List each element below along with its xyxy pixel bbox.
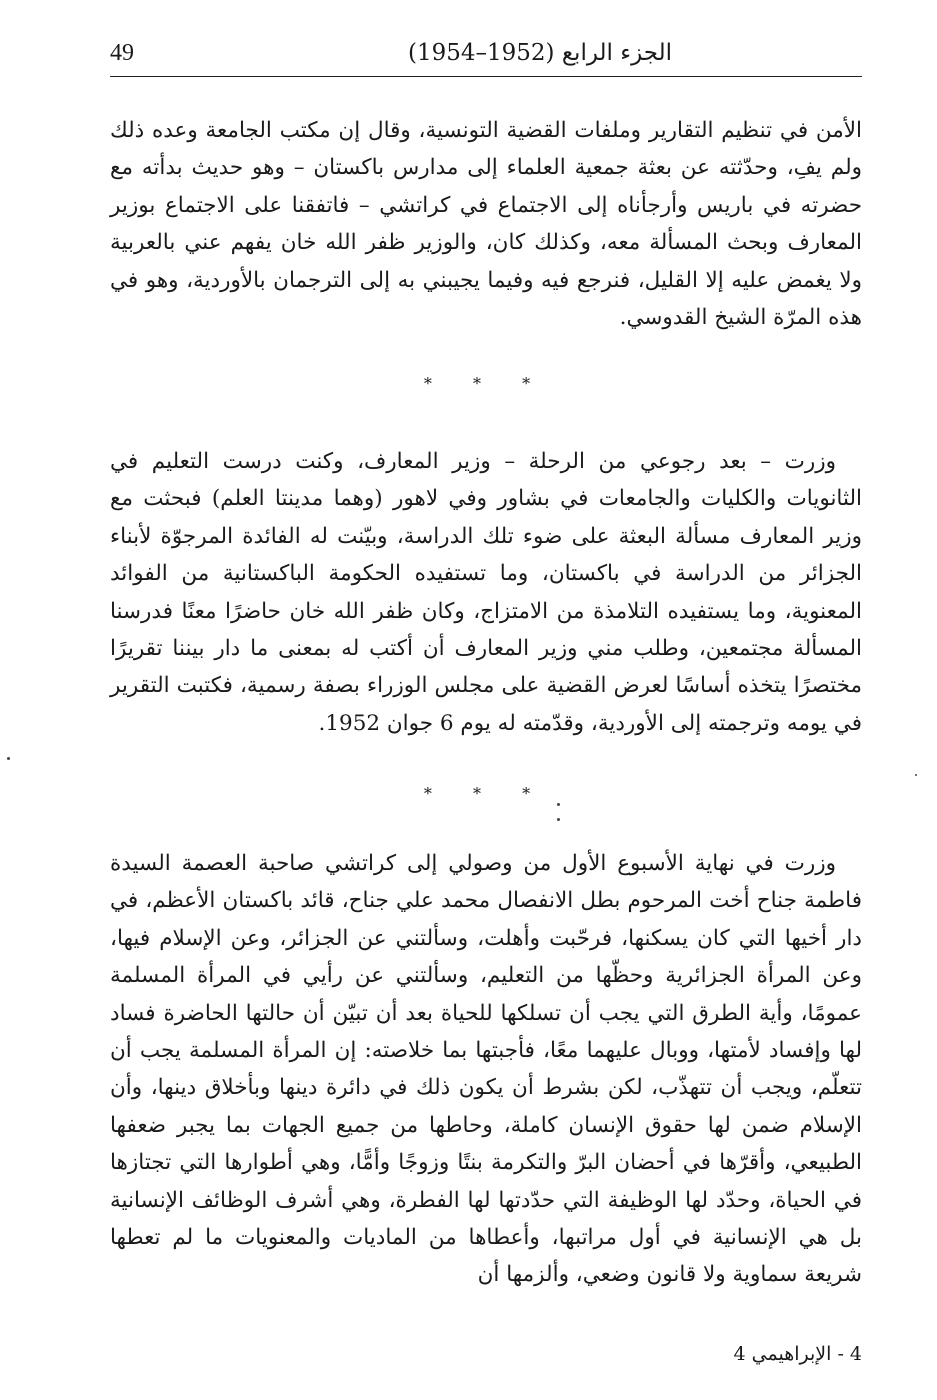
scan-speck <box>7 757 10 760</box>
page-number: 49 <box>110 40 134 66</box>
header-rule <box>110 76 862 77</box>
paragraph-3: وزرت في نهاية الأسبوع الأول من وصولي إلى كراتشي صاحبة العصمة السيدة فاطمة جناح أخت المرحوم بطل الانفصال محمد علي جناح، قائد باكستان الأعظم، في دار أخيها التي كان يسكنها، فرحّبت وأهلت، وسألتني عن الجزائر، وعن الإسلام فيها، وعن المرأة الجزائرية وحظّها من التعليم، وسألتني عن رأيي في المرأة المسلمة عمومًا، وأية الطرق التي يجب أن تسلكها للحياة بعد أن تبيّن أن حالتها الحاضرة فساد لها وإفساد لأمتها، ووبال عليهما معًا، فأجبتها بما خلاصته: إن المرأة المسلمة يجب أن تتعلّم، ويجب أن تتهذّب، لكن بشرط أن يكون ذلك في دائرة دينها وبأخلاق دينها، وأن الإسلام ضمن لها حقوق الإنسان كاملة، وحاطها من جميع الجهات بما يجبر ضعفها الطبيعي، وأقرّها في أحضان البرّ والتكرمة بنتًا وزوجًا وأمًّا، وهي أطوارها التي تجتازها في الحياة، وحدّد لها الوظيفة التي حدّدتها لها الفطرة، وهي أشرف الوظائف الإنسانية بل هي الإنسانية في أول مراتبها، وأعطاها من الماديات والمعنويات ما لم تعطها شريعة سماوية ولا قانون وضعي، وألزمها أن <box>110 851 862 1288</box>
paragraph-2: وزرت – بعد رجوعي من الرحلة – وزير المعارف، وكنت درست التعليم في الثانويات والكليات والجامعات في بشاور وفي لاهور (وهما مدينتا العلم) فبحثت مع وزير المعارف مسألة البعثة على ضوء تلك الدراسة، وبيّنت له الفائدة المرجوّة لأبناء الجزائر من الدراسة في باكستان، وما تستفيده الحكومة الباكستانية من الفوائد المعنوية، وما يستفيده التلامذة من الامتزاج، وكان ظفر الله خان حاضرًا معنًا فدرسنا المسألة مجتمعين، وطلب مني وزير المعارف أن أكتب له بمعنى ما دار بيننا تقريرًا مختصرًا يتخذه أساسًا لعرض القضية على مجلس الوزراء بصفة رسمية، فكتبت التقرير في يومه وترجمته إلى الأوردية، وقدّمته له يوم 6 جوان 1952. <box>110 449 862 736</box>
scan-speck <box>915 774 917 776</box>
section-separator-1: * * * <box>423 374 549 393</box>
running-head: الجزء الرابع (1952–1954) <box>407 40 672 66</box>
paragraph-1: الأمن في تنظيم التقارير وملفات القضية التونسية، وقال إن مكتب الجامعة وعده ذلك ولم يفِ، وحدّثته عن بعثة جمعية العلماء إلى مدارس باكستان – وهو حديث بدأته مع حضرته في باريس وأرجأناه إلى الاجتماع في كراتشي – فاتفقنا على الاجتماع بوزير المعارف وبحث المسألة معه، وكذلك كان، والوزير ظفر الله خان يفهم عني بالعربية ولا يغمض عليه إلا القليل، فنرجع فيه وفيما يجيبني به إلى الترجمان بالأوردية، وهو في هذه المرّة الشيخ القدوسي. <box>110 118 862 331</box>
page-header <box>110 38 862 78</box>
section-separator-2: * * * <box>423 784 549 803</box>
signature-mark: 4 - الإبراهيمي 4 <box>733 1343 862 1365</box>
scan-speck <box>557 803 560 806</box>
scan-speck <box>557 818 560 821</box>
